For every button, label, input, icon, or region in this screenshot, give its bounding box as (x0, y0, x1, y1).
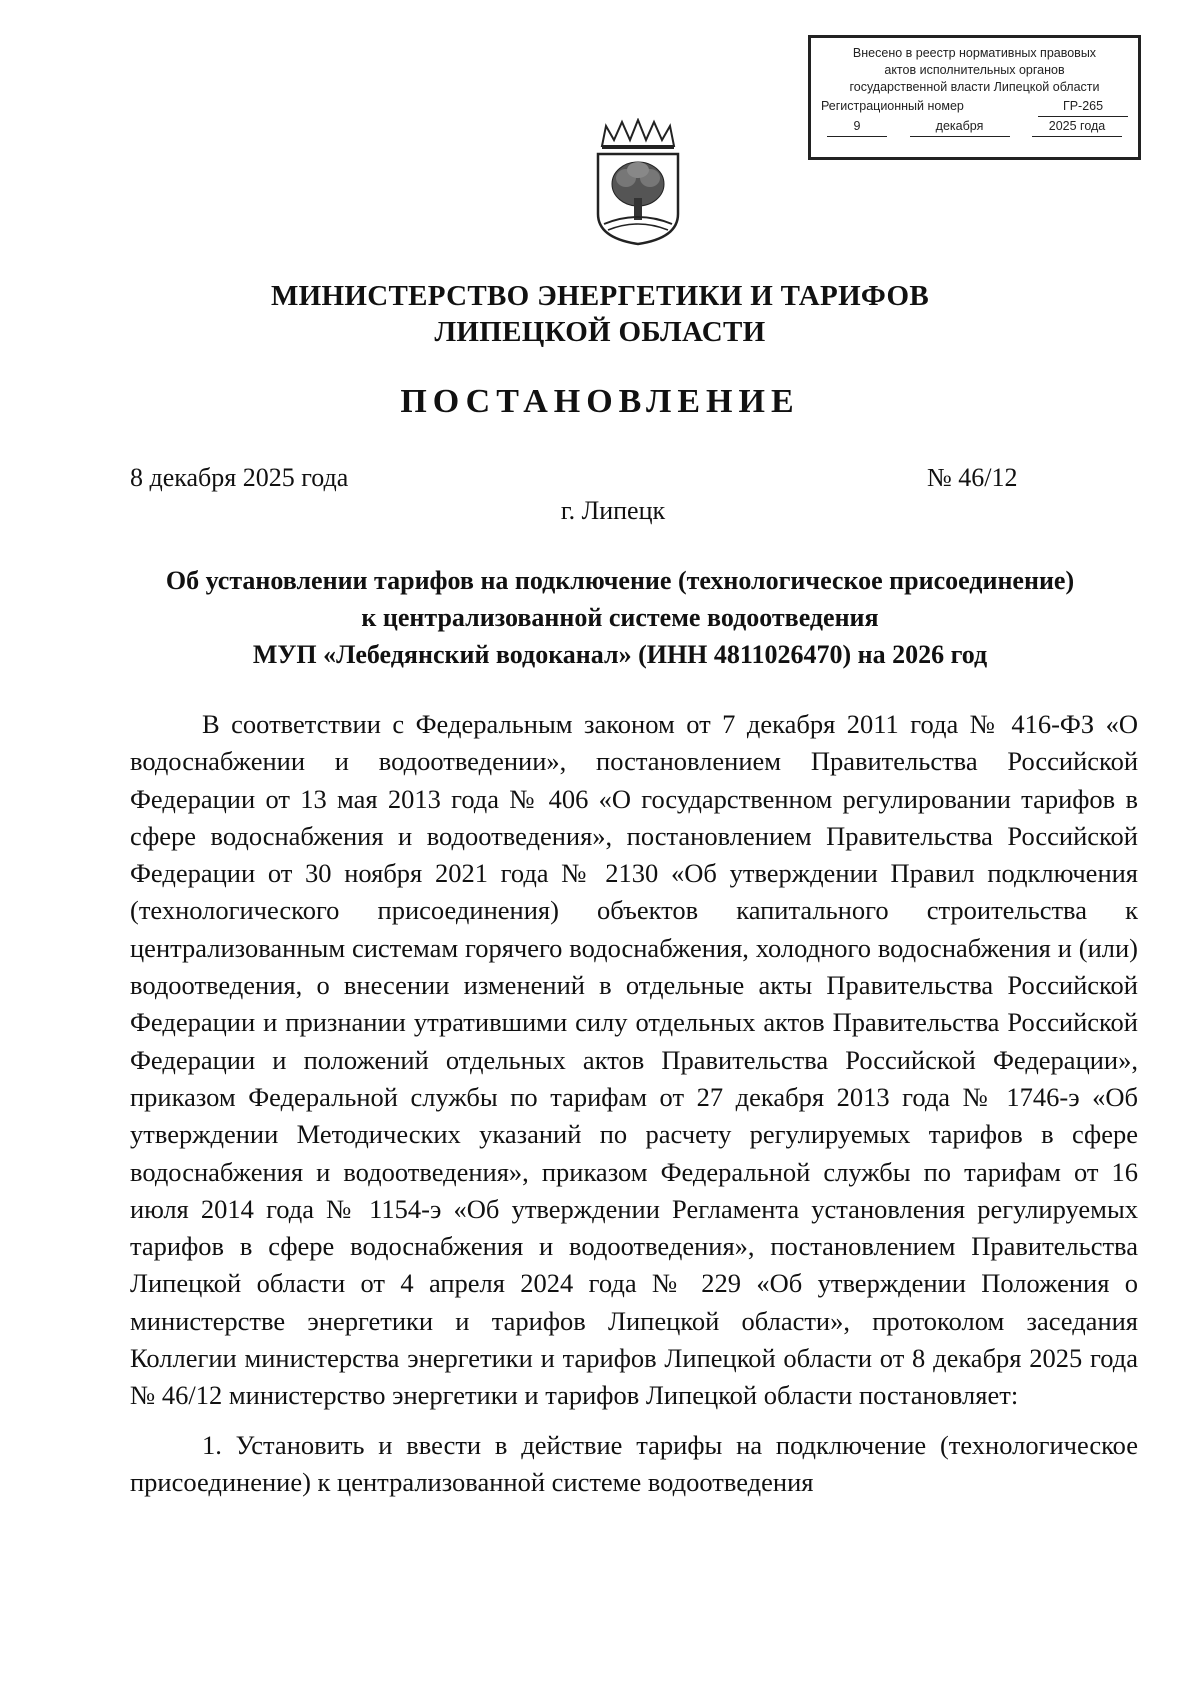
document-body (130, 706, 1138, 1501)
document-city: г. Липецк (560, 496, 666, 525)
stamp-month: декабря (910, 117, 1010, 137)
preamble-paragraph: В соответствии с Федеральным законом от 7 декабря 2011 года № 416-ФЗ «О водоснабжении и водоотведении», постановлением Правительства Российской Федерации от 13 мая 2013 года № 406 «О государственном регулировании тарифов в сфере водоснабжения и водоотведения», постановлением Правительства Российской Федерации от 30 ноября 2021 года № 2130 «Об утверждении Правил подключения (технологического присоединения) объектов капитального строительства к централизованным системам горячего водоснабжения, холодного водоснабжения и (или) водоотведения, о внесении изменений в отдельные акты Правительства Российской Федерации и признании утратившими силу отдельных актов Правительства Российской Федерации и положений отдельных актов Правительства Российской Федерации», приказом Федеральной службы по тарифам от 27 декабря 2013 года № 1746-э «Об утверждении Методических указаний по расчету регулируемых тарифов в сфере водоснабжения и водоотведения», приказом Федеральной службы по тарифам от 16 июля 2014 года № 1154-э «Об утверждении Регламента установления регулируемых тарифов в сфере водоснабжения и водоотведения», постановлением Правительства Липецкой области от 4 апреля 2024 года № 229 «Об утверждении Положения о министерстве энергетики и тарифов Липецкой области», протоколом заседания Коллегии министерства энергетики и тарифов Липецкой области от 8 декабря 2025 года № 46/12 министерство энергетики и тарифов Липецкой области постановляет: (130, 709, 1138, 1411)
org-line-2: ЛИПЕЦКОЙ ОБЛАСТИ (434, 316, 766, 348)
stamp-line-2: актов исполнительных органов (884, 63, 1065, 77)
org-line-1: МИНИСТЕРСТВО ЭНЕРГЕТИКИ И ТАРИФОВ (271, 280, 929, 312)
lipetsk-coat-of-arms-icon (592, 118, 684, 246)
stamp-registration (821, 97, 1128, 117)
registry-stamp (808, 35, 1141, 160)
document-title (110, 562, 1130, 673)
stamp-reg-label: Регистрационный номер (821, 99, 964, 113)
title-line-3: МУП «Лебедянский водоканал» (ИНН 4811026470) на 2026 год (252, 640, 988, 669)
document-number: № 46/12 (927, 463, 1018, 492)
stamp-line-3: государственной власти Липецкой области (849, 80, 1100, 94)
organization-name (0, 278, 1200, 350)
stamp-year: 2025 года (1032, 117, 1122, 137)
document-type: ПОСТАНОВЛЕНИЕ (400, 383, 800, 420)
stamp-date (821, 117, 1128, 137)
stamp-line-1: Внесено в реестр нормативных правовых (852, 46, 1097, 60)
stamp-day: 9 (827, 117, 887, 137)
clause-1: 1. Установить и ввести в действие тарифы на подключение (технологическое присоединение) к централизованной системе водоотведения (130, 1429, 1138, 1497)
document-date: 8 декабря 2025 года (130, 463, 349, 492)
title-line-1: Об установлении тарифов на подключение (технологическое присоединение) (165, 566, 1075, 595)
stamp-reg-number: ГР-265 (1038, 97, 1128, 117)
title-line-2: к централизованной системе водоотведения (361, 603, 879, 632)
